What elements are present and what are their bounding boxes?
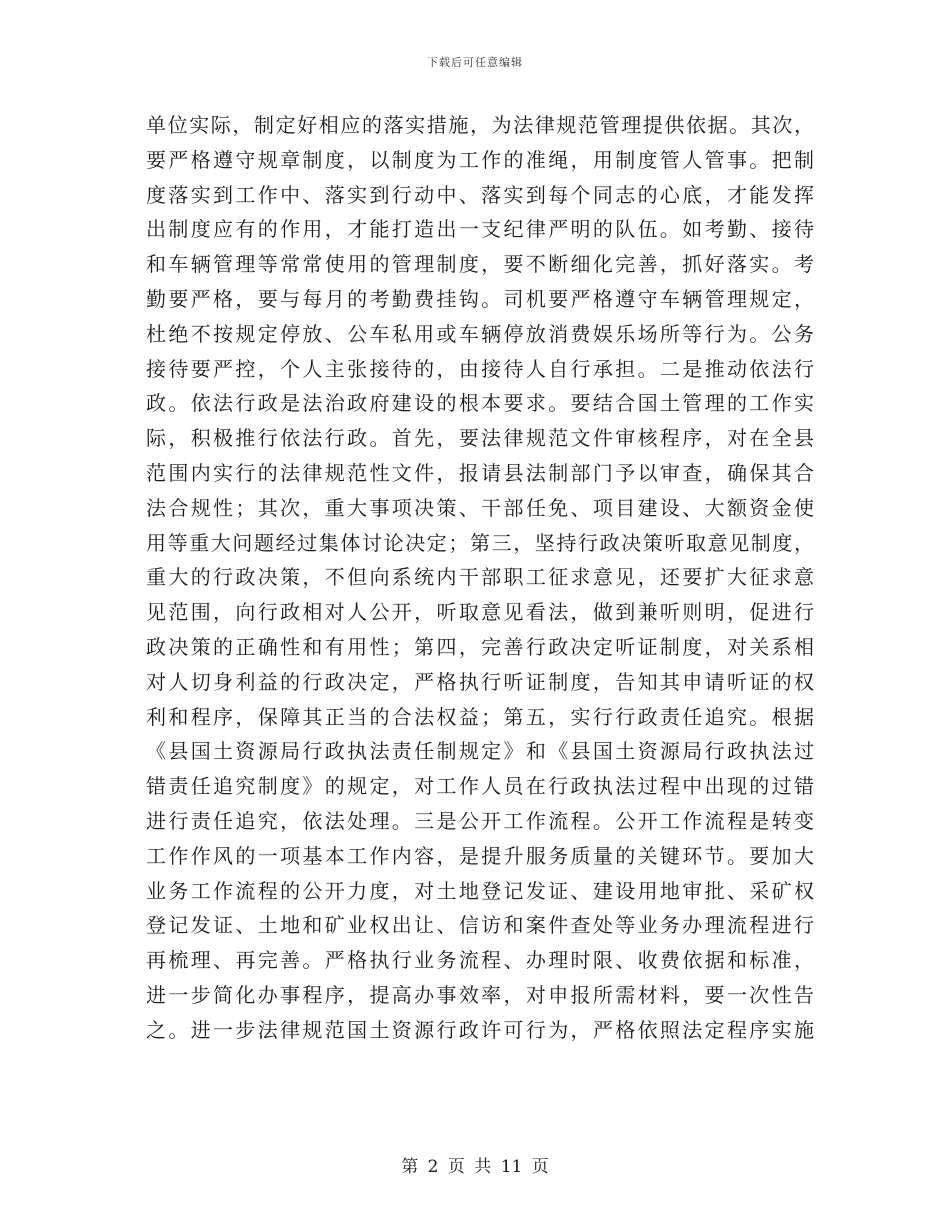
body-line: 用等重大问题经过集体讨论决定；第三，坚持行政决策听取意见制度， (146, 530, 814, 555)
body-line: 工作作风的一项基本工作内容，是提升服务质量的关键环节。要加大 (146, 843, 814, 868)
body-line: 政决策的正确性和有用性；第四，完善行政决定听证制度，对关系相 (146, 634, 814, 659)
body-line: 际，积极推行依法行政。首先，要法律规范文件审核程序，对在全县 (146, 426, 814, 451)
body-line: 接待要严控，个人主张接待的，由接待人自行承担。二是推动依法行 (146, 356, 814, 381)
body-line: 进行责任追究，依法处理。三是公开工作流程。公开工作流程是转变 (146, 808, 814, 833)
body-line: 度落实到工作中、落实到行动中、落实到每个同志的心底，才能发挥 (146, 182, 814, 207)
body-line: 和车辆管理等常常使用的管理制度，要不断细化完善，抓好落实。考 (146, 252, 814, 277)
document-body (146, 108, 814, 1048)
body-line: 对人切身利益的行政决定，严格执行听证制度，告知其申请听证的权 (146, 669, 814, 694)
body-line: 再梳理、再完善。严格执行业务流程、办理时限、收费依据和标准， (146, 948, 814, 973)
body-line: 单位实际，制定好相应的落实措施，为法律规范管理提供依据。其次， (146, 113, 814, 137)
body-line: 杜绝不按规定停放、公车私用或车辆停放消费娱乐场所等行为。公务 (146, 321, 814, 346)
body-line: 勤要严格，要与每月的考勤费挂钩。司机要严格遵守车辆管理规定， (146, 286, 814, 311)
body-line: 之。进一步法律规范国土资源行政许可行为，严格依照法定程序实施 (146, 1017, 814, 1042)
body-line: 范围内实行的法律规范性文件，报请县法制部门予以审查，确保其合 (146, 460, 814, 485)
page-number-footer: 第 2 页 共 11 页 (401, 1157, 549, 1177)
body-line: 登记发证、土地和矿业权出让、信访和案件查处等业务办理流程进行 (146, 913, 814, 938)
body-line: 进一步简化办事程序，提高办事效率，对申报所需材料，要一次性告 (146, 982, 814, 1007)
body-line: 重大的行政决策，不但向系统内干部职工征求意见，还要扩大征求意 (146, 565, 814, 590)
page-header: 下载后可任意编辑 (427, 56, 523, 69)
body-line: 政。依法行政是法治政府建设的根本要求。要结合国土管理的工作实 (146, 391, 814, 416)
body-line: 错责任追究制度》的规定，对工作人员在行政执法过程中出现的过错 (146, 774, 814, 799)
body-line: 法合规性；其次，重大事项决策、干部任免、项目建设、大额资金使 (146, 495, 814, 520)
body-line: 业务工作流程的公开力度，对土地登记发证、建设用地审批、采矿权 (146, 878, 814, 903)
body-line: 要严格遵守规章制度，以制度为工作的准绳，用制度管人管事。把制 (146, 147, 814, 172)
body-line: 《县国土资源局行政执法责任制规定》和《县国土资源局行政执法过 (146, 739, 814, 764)
body-line: 见范围，向行政相对人公开，听取意见看法，做到兼听则明，促进行 (146, 600, 814, 625)
body-line: 出制度应有的作用，才能打造出一支纪律严明的队伍。如考勤、接待 (146, 217, 814, 242)
body-line: 利和程序，保障其正当的合法权益；第五，实行行政责任追究。根据 (146, 704, 814, 729)
